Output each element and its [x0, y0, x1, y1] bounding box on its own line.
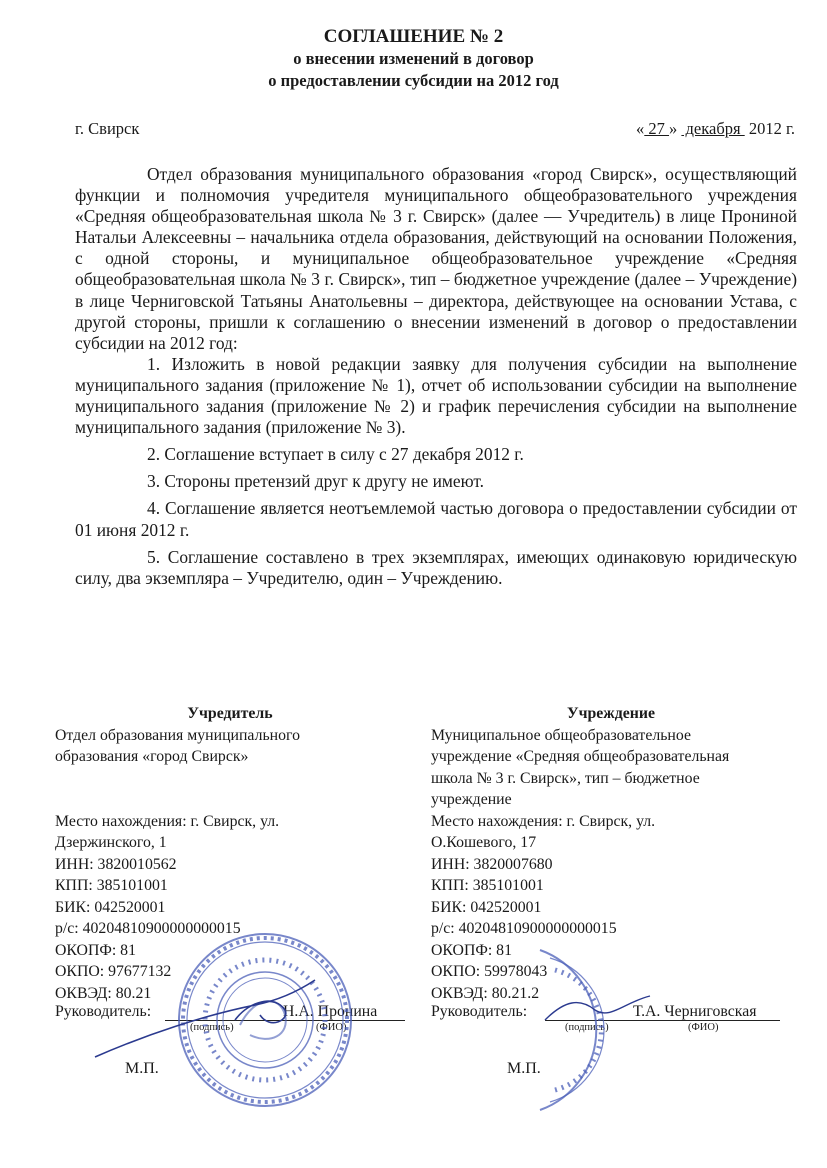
institution-heading: Учреждение: [567, 705, 655, 722]
institution-inn: ИНН: 3820007680: [431, 855, 553, 873]
institution-signer-name: Т.А. Черниговская: [633, 1003, 757, 1020]
intro-paragraph: Отдел образования муниципального образования «город Свирск», осуществляющий функции и полномочия учредителя муниципального общеобразовательного учреждения «Средняя общеобразовательная школа № 3 г. Свирск» (далее — Учредитель) в лице Прониной Натальи Алексеевны – начальника отдела образования, действующий на основании Положения, с одной стороны, и муниципальное общеобразовательное учреждение «Средняя общеобразовательная школа № 3 г. Свирск», тип – бюджетное учреждение (далее – Учреждение) в лице Черниговской Татьяны Анатольевны – директора, действующее на основании Устава, с другой стороны, пришли к соглашению о внесении изменений в договор о предоставлении субсидии на 2012 год:: [75, 164, 797, 353]
document-subtitle-line-1: о внесении изменений в договор: [293, 49, 534, 68]
founder-sign-caption: (подпись): [190, 1022, 234, 1033]
date-year: 2012 г.: [744, 119, 795, 138]
founder-okved: ОКВЭД: 80.21: [55, 984, 152, 1002]
founder-name-line: образования «город Свирск»: [55, 748, 249, 765]
document-title: СОГЛАШЕНИЕ № 2: [323, 26, 504, 47]
institution-signer-label: Руководитель:: [431, 1003, 528, 1020]
founder-seal-place: М.П.: [125, 1060, 159, 1077]
date-close-quote: »: [669, 119, 682, 138]
institution-name-line: школа № 3 г. Свирск», тип – бюджетное: [431, 769, 700, 787]
institution-sign-caption: (подпись): [565, 1022, 609, 1033]
agreement-body: [75, 164, 797, 589]
date-day: 27: [644, 119, 670, 138]
institution-kpp: КПП: 385101001: [431, 877, 544, 894]
founder-heading: Учредитель: [187, 705, 273, 722]
institution-okved: ОКВЭД: 80.21.2: [431, 984, 540, 1002]
institution-fio-caption: (ФИО): [688, 1022, 719, 1033]
clause-1: 1. Изложить в новой редакции заявку для получения субсидии на выполнение муниципального задания (приложение № 1), отчет об использовании субсидии на выполнение муниципального задания (приложение № 2) и график перечисления субсидии на выполнение муниципального задания (приложение № 3).: [75, 353, 797, 438]
founder-okopf: ОКОПФ: 81: [55, 941, 136, 959]
founder-okpo: ОКПО: 97677132: [55, 963, 172, 980]
founder-address: Место нахождения: г. Свирск, ул.: [55, 812, 280, 830]
date-open-quote: «: [636, 119, 645, 138]
founder-signer-name: Н.А. Пронина: [283, 1003, 378, 1020]
institution-seal-place: М.П.: [507, 1060, 541, 1077]
clause-2: 2. Соглашение вступает в силу с 27 декабря 2012 г.: [147, 444, 524, 465]
institution-name-line: учреждение «Средняя общеобразовательная: [431, 748, 730, 765]
clause-4: 4. Соглашение является неотъемлемой частью договора о предоставлении субсидии от 01 июня 2012 г.: [75, 498, 797, 540]
founder-signature-scribble-icon: [85, 975, 345, 1065]
institution-address-street: О.Кошевого, 17: [431, 834, 537, 851]
founder-inn: ИНН: 3820010562: [55, 855, 177, 873]
institution-address: Место нахождения: г. Свирск, ул.: [431, 812, 656, 830]
institution-bik: БИК: 042520001: [431, 898, 542, 916]
founder-account: р/с: 40204810900000000015: [55, 920, 241, 937]
clause-5: 5. Соглашение составлено в трех экземплярах, имеющих одинаковую юридическую силу, два экземпляра – Учредителю, один – Учреждению.: [75, 546, 797, 588]
document-subtitle-line-2: о предоставлении субсидии на 2012 год: [268, 71, 559, 90]
founder-address-street: Дзержинского, 1: [55, 834, 167, 851]
founder-bik: БИК: 042520001: [55, 898, 166, 916]
founder-signer-label: Руководитель:: [55, 1003, 152, 1020]
date-month: декабря: [681, 119, 745, 138]
institution-stamp-icon: [510, 940, 630, 1120]
institution-name-line: Муниципальное общеобразовательное: [431, 726, 691, 744]
city: г. Свирск: [75, 119, 140, 138]
founder-kpp: КПП: 385101001: [55, 877, 168, 894]
agreement-date: [636, 119, 795, 139]
founder-name-line: Отдел образования муниципального: [55, 726, 300, 744]
founder-fio-caption: (ФИО): [316, 1022, 347, 1033]
institution-name-line: учреждение: [431, 791, 512, 808]
institution-okopf: ОКОПФ: 81: [431, 941, 512, 959]
institution-account: р/с: 40204810900000000015: [431, 920, 617, 937]
institution-signature-scribble-icon: [540, 990, 660, 1030]
document-header: [0, 26, 827, 92]
institution-okpo: ОКПО: 59978043: [431, 963, 548, 980]
clause-3: 3. Стороны претензий друг к другу не имеют.: [147, 471, 485, 492]
